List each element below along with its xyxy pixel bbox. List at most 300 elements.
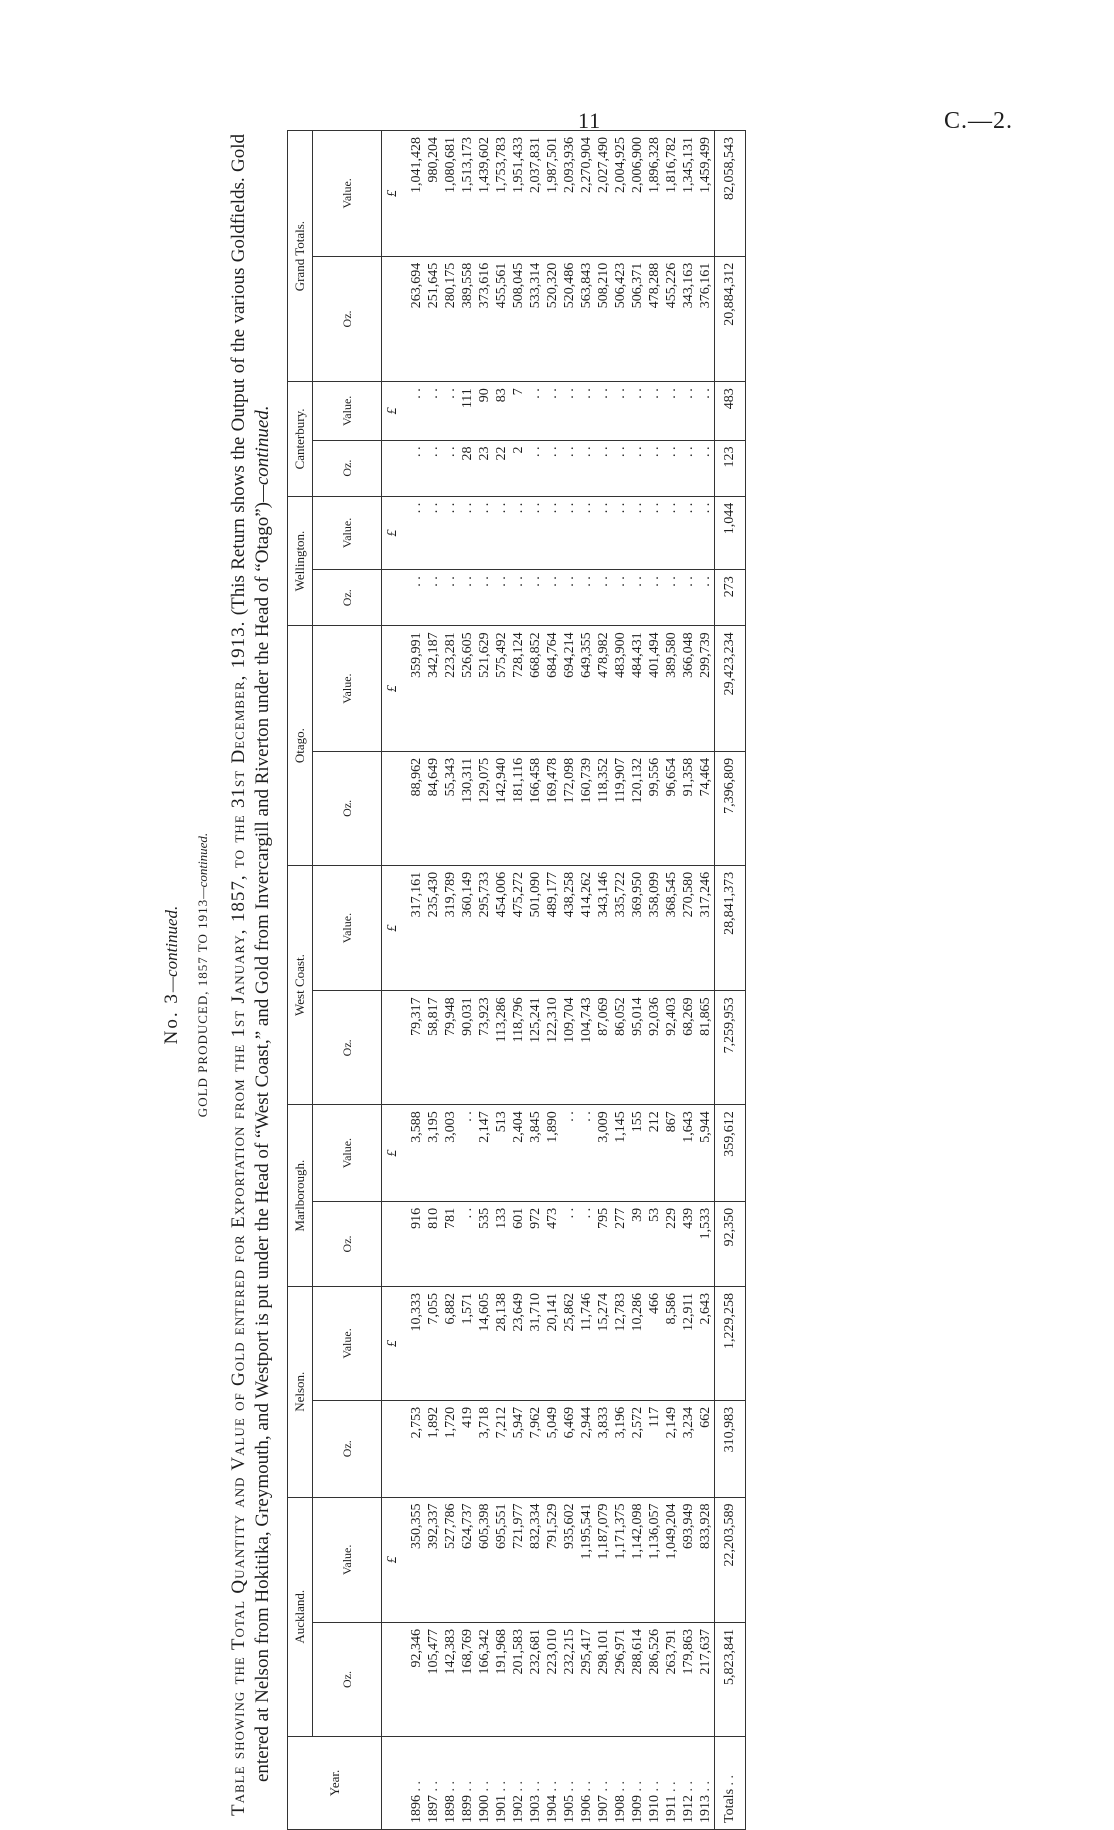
table-subheading — [195, 120, 211, 1830]
value-cell: 15,274 — [595, 1286, 612, 1400]
oz-cell: 92,346 — [404, 1623, 425, 1737]
leader-dots: . . — [442, 1781, 458, 1792]
oz-cell: 7,962 — [527, 1400, 544, 1497]
leader-dots: . . — [663, 1781, 679, 1793]
year-label: 1899 — [459, 1795, 475, 1823]
oz-cell: 92,036 — [646, 991, 663, 1105]
value-cell: 1,753,783 — [493, 131, 510, 257]
table-heading — [161, 120, 183, 1830]
oz-cell: . . — [663, 570, 680, 626]
oz-cell: . . — [527, 570, 544, 626]
pound-spacer — [382, 256, 405, 382]
value-cell: 1,890 — [544, 1105, 561, 1202]
value-cell: . . — [544, 382, 561, 440]
value-cell: 721,977 — [510, 1497, 527, 1623]
value-cell: 392,337 — [425, 1497, 442, 1623]
value-cell: 366,048 — [680, 626, 697, 752]
oz-cell: . . — [629, 440, 646, 496]
year-label: 1910 — [646, 1795, 662, 1823]
oz-cell: 104,743 — [578, 991, 595, 1105]
value-cell: 489,177 — [544, 865, 561, 991]
year-header: Year. — [288, 1737, 382, 1830]
year-label: 1901 — [493, 1795, 509, 1823]
oz-cell: 508,045 — [510, 256, 527, 382]
value-cell: 832,334 — [527, 1497, 544, 1623]
oz-cell: . . — [680, 440, 697, 496]
oz-cell: 95,014 — [629, 991, 646, 1105]
oz-cell: 455,561 — [493, 256, 510, 382]
value-cell: 693,949 — [680, 1497, 697, 1623]
oz-cell: 90,031 — [459, 991, 476, 1105]
year-cell — [459, 1737, 476, 1830]
value-header: Value. — [313, 626, 382, 752]
value-cell: . . — [680, 382, 697, 440]
oz-cell: 298,101 — [595, 1623, 612, 1737]
oz-cell: 109,704 — [561, 991, 578, 1105]
value-cell: 317,161 — [404, 865, 425, 991]
oz-cell: . . — [578, 570, 595, 626]
value-cell: 369,950 — [629, 865, 646, 991]
value-header: Value. — [313, 1105, 382, 1202]
value-cell: 3,588 — [404, 1105, 425, 1202]
oz-cell: 88,962 — [404, 751, 425, 865]
year-cell — [425, 1737, 442, 1830]
oz-cell: . . — [612, 570, 629, 626]
value-cell: 11,746 — [578, 1286, 595, 1400]
oz-cell: 2,753 — [404, 1400, 425, 1497]
oz-cell: 123 — [715, 440, 746, 496]
oz-cell: 520,320 — [544, 256, 561, 382]
value-cell: 360,149 — [459, 865, 476, 991]
value-cell: 1,195,541 — [578, 1497, 595, 1623]
pound-spacer — [382, 751, 405, 865]
year-label: 1905 — [561, 1795, 577, 1823]
value-cell: 359,612 — [715, 1105, 746, 1202]
value-cell: 111 — [459, 382, 476, 440]
year-label: 1900 — [476, 1795, 492, 1823]
oz-cell: . . — [697, 440, 715, 496]
value-cell: 2,147 — [476, 1105, 493, 1202]
oz-cell: . . — [404, 570, 425, 626]
caption-suffix: —continued. — [252, 405, 273, 503]
oz-cell: 810 — [425, 1201, 442, 1286]
oz-cell: 520,486 — [561, 256, 578, 382]
year-cell — [680, 1737, 697, 1830]
value-cell: . . — [459, 496, 476, 570]
year-cell — [663, 1737, 680, 1830]
value-cell: . . — [595, 496, 612, 570]
value-cell: . . — [404, 382, 425, 440]
leader-dots: . . — [527, 1781, 543, 1792]
oz-cell: 122,310 — [544, 991, 561, 1105]
oz-cell: 81,865 — [697, 991, 715, 1105]
value-cell: 12,911 — [680, 1286, 697, 1400]
oz-cell: 179,863 — [680, 1623, 697, 1737]
value-cell: 155 — [629, 1105, 646, 1202]
value-cell: 2,027,490 — [595, 131, 612, 257]
oz-header: Oz. — [313, 1201, 382, 1286]
value-cell: 935,602 — [561, 1497, 578, 1623]
table-row — [476, 131, 493, 1830]
leader-dots: . . — [646, 1781, 662, 1792]
oz-cell: 23 — [476, 440, 493, 496]
oz-cell: 229 — [663, 1201, 680, 1286]
value-cell: 478,982 — [595, 626, 612, 752]
value-cell: 2,037,831 — [527, 131, 544, 257]
year-label: 1896 — [408, 1795, 424, 1823]
value-cell: 575,492 — [493, 626, 510, 752]
value-cell: 10,333 — [404, 1286, 425, 1400]
pound-symbol: £ — [382, 496, 405, 570]
value-cell: . . — [404, 496, 425, 570]
leader-dots: . . — [561, 1781, 577, 1792]
value-cell: 29,423,234 — [715, 626, 746, 752]
oz-cell: . . — [561, 1201, 578, 1286]
table-row — [680, 131, 697, 1830]
value-cell: 1,513,173 — [459, 131, 476, 257]
value-cell: 1,136,057 — [646, 1497, 663, 1623]
value-cell: 3,845 — [527, 1105, 544, 1202]
leader-dots: . . — [510, 1781, 526, 1792]
oz-cell: . . — [561, 570, 578, 626]
oz-cell: 439 — [680, 1201, 697, 1286]
oz-cell: 201,583 — [510, 1623, 527, 1737]
year-cell — [510, 1737, 527, 1830]
subheader-row — [313, 131, 382, 1830]
value-cell: . . — [578, 496, 595, 570]
value-cell: . . — [442, 382, 459, 440]
table-row — [404, 131, 425, 1830]
oz-header: Oz. — [313, 751, 382, 865]
value-cell: 728,124 — [510, 626, 527, 752]
value-cell: 1,049,204 — [663, 1497, 680, 1623]
value-header: Value. — [313, 1497, 382, 1623]
value-header: Value. — [313, 496, 382, 570]
value-cell: 1,896,328 — [646, 131, 663, 257]
value-cell: 1,229,258 — [715, 1286, 746, 1400]
oz-cell: . . — [697, 570, 715, 626]
col-grand-totals: Grand Totals. — [288, 131, 313, 382]
table-row — [425, 131, 442, 1830]
oz-cell: . . — [646, 570, 663, 626]
oz-cell: 295,417 — [578, 1623, 595, 1737]
leader-dots: . . — [629, 1781, 645, 1792]
oz-cell: . . — [459, 570, 476, 626]
year-label: 1897 — [425, 1795, 441, 1823]
year-label: 1911 — [663, 1795, 679, 1823]
year-cell — [561, 1737, 578, 1830]
pound-symbol: £ — [382, 131, 405, 257]
value-cell: . . — [646, 382, 663, 440]
oz-cell: 376,161 — [697, 256, 715, 382]
gold-table — [287, 130, 746, 1830]
value-cell: 668,852 — [527, 626, 544, 752]
oz-cell: 3,833 — [595, 1400, 612, 1497]
oz-cell: 3,196 — [612, 1400, 629, 1497]
year-label: 1913 — [697, 1795, 713, 1823]
value-cell: 82,058,543 — [715, 131, 746, 257]
value-cell: 1,643 — [680, 1105, 697, 1202]
oz-cell: . . — [646, 440, 663, 496]
value-cell: . . — [425, 382, 442, 440]
value-cell: 454,006 — [493, 865, 510, 991]
table-row — [612, 131, 629, 1830]
value-cell: 270,580 — [680, 865, 697, 991]
oz-cell: 223,010 — [544, 1623, 561, 1737]
value-cell: 223,281 — [442, 626, 459, 752]
leader-dots: . . — [612, 1781, 628, 1792]
leader-dots: . . — [408, 1781, 424, 1792]
value-cell: 28,138 — [493, 1286, 510, 1400]
oz-cell: 91,358 — [680, 751, 697, 865]
header-row — [288, 131, 313, 1830]
value-cell: . . — [442, 496, 459, 570]
value-cell: 466 — [646, 1286, 663, 1400]
year-cell — [544, 1737, 561, 1830]
value-cell: 12,783 — [612, 1286, 629, 1400]
value-cell: . . — [476, 496, 493, 570]
value-cell: 833,928 — [697, 1497, 715, 1623]
year-cell — [697, 1737, 715, 1830]
year-cell — [595, 1737, 612, 1830]
pound-symbol: £ — [382, 626, 405, 752]
oz-cell: 1,892 — [425, 1400, 442, 1497]
value-cell: 28,841,373 — [715, 865, 746, 991]
value-header: Value. — [313, 131, 382, 257]
year-cell — [629, 1737, 646, 1830]
value-cell: 3,009 — [595, 1105, 612, 1202]
year-label: 1912 — [680, 1795, 696, 1823]
oz-cell: 343,163 — [680, 256, 697, 382]
value-cell: 8,586 — [663, 1286, 680, 1400]
value-cell: 624,737 — [459, 1497, 476, 1623]
value-cell: 358,099 — [646, 865, 663, 991]
value-cell: 2,404 — [510, 1105, 527, 1202]
pound-symbol: £ — [382, 1105, 405, 1202]
oz-cell: 92,350 — [715, 1201, 746, 1286]
pound-symbol-row — [382, 131, 405, 1830]
value-cell: . . — [612, 382, 629, 440]
leader-dots: . . — [425, 1781, 441, 1792]
pound-symbol: £ — [382, 1497, 405, 1623]
oz-cell: 130,311 — [459, 751, 476, 865]
oz-cell: 3,234 — [680, 1400, 697, 1497]
oz-cell: . . — [425, 440, 442, 496]
pound-spacer — [382, 991, 405, 1105]
year-label: 1909 — [629, 1795, 645, 1823]
oz-cell: 3,718 — [476, 1400, 493, 1497]
oz-cell: 169,478 — [544, 751, 561, 865]
value-cell: 694,214 — [561, 626, 578, 752]
value-cell: 6,882 — [442, 1286, 459, 1400]
year-cell — [715, 1737, 746, 1830]
year-cell — [493, 1737, 510, 1830]
value-cell: . . — [561, 382, 578, 440]
pound-symbol: £ — [382, 382, 405, 440]
oz-cell: . . — [561, 440, 578, 496]
value-cell: 299,739 — [697, 626, 715, 752]
oz-cell: 166,458 — [527, 751, 544, 865]
value-cell: . . — [561, 496, 578, 570]
oz-cell: 105,477 — [425, 1623, 442, 1737]
value-cell: . . — [680, 496, 697, 570]
oz-cell: 191,968 — [493, 1623, 510, 1737]
leader-dots: . . — [697, 1781, 713, 1792]
caption-lead: Table showing the Total Quantity and Value of Gold entered for Exportation from the 1st January, 1857, to the 31st December, 1913. — [228, 620, 249, 1816]
value-cell: 343,146 — [595, 865, 612, 991]
table-row — [697, 131, 715, 1830]
oz-cell: 39 — [629, 1201, 646, 1286]
pound-symbol: £ — [382, 1286, 405, 1400]
document-code: C.—2. — [944, 108, 1014, 134]
value-cell: 1,345,131 — [680, 131, 697, 257]
oz-cell: 1,720 — [442, 1400, 459, 1497]
value-cell: 295,733 — [476, 865, 493, 991]
oz-cell: 795 — [595, 1201, 612, 1286]
leader-dots: . . — [595, 1781, 611, 1792]
oz-cell: . . — [425, 570, 442, 626]
leader-dots: . . — [680, 1781, 696, 1792]
oz-cell: 2 — [510, 440, 527, 496]
value-cell: 649,355 — [578, 626, 595, 752]
subheading-suffix: —continued. — [195, 832, 210, 899]
year-cell — [578, 1737, 595, 1830]
oz-cell: 166,342 — [476, 1623, 493, 1737]
year-label: 1906 — [578, 1795, 594, 1823]
oz-cell: . . — [663, 440, 680, 496]
table-row — [663, 131, 680, 1830]
oz-cell: 419 — [459, 1400, 476, 1497]
value-cell: 521,629 — [476, 626, 493, 752]
value-cell: 1,439,602 — [476, 131, 493, 257]
oz-cell: 263,791 — [663, 1623, 680, 1737]
oz-cell: 92,403 — [663, 991, 680, 1105]
year-label: 1907 — [595, 1795, 611, 1823]
heading-suffix: —continued. — [162, 905, 181, 993]
table-row — [544, 131, 561, 1830]
value-cell: 501,090 — [527, 865, 544, 991]
value-cell: . . — [629, 496, 646, 570]
value-cell: . . — [663, 496, 680, 570]
table-row — [459, 131, 476, 1830]
table-row — [442, 131, 459, 1830]
col-auckland: Auckland. — [288, 1497, 313, 1736]
year-label: 1902 — [510, 1795, 526, 1823]
oz-cell: 286,526 — [646, 1623, 663, 1737]
col-marlborough: Marlborough. — [288, 1105, 313, 1287]
oz-cell: . . — [442, 440, 459, 496]
value-cell: . . — [595, 382, 612, 440]
oz-cell: . . — [442, 570, 459, 626]
value-cell: 2,004,925 — [612, 131, 629, 257]
value-cell: . . — [459, 1105, 476, 1202]
leader-dots: . . — [544, 1781, 560, 1792]
oz-header: Oz. — [313, 440, 382, 496]
oz-cell: 58,817 — [425, 991, 442, 1105]
oz-cell: 232,681 — [527, 1623, 544, 1737]
value-cell: 23,649 — [510, 1286, 527, 1400]
oz-cell: . . — [459, 1201, 476, 1286]
oz-cell: 96,654 — [663, 751, 680, 865]
value-cell: . . — [663, 382, 680, 440]
value-cell: 5,944 — [697, 1105, 715, 1202]
value-cell: . . — [578, 382, 595, 440]
year-cell — [476, 1737, 493, 1830]
value-cell: 25,862 — [561, 1286, 578, 1400]
pound-spacer — [382, 1623, 405, 1737]
value-cell: 235,430 — [425, 865, 442, 991]
value-cell: 414,262 — [578, 865, 595, 991]
value-cell: . . — [578, 1105, 595, 1202]
oz-cell: 73,923 — [476, 991, 493, 1105]
oz-cell: . . — [612, 440, 629, 496]
oz-cell: 217,637 — [697, 1623, 715, 1737]
oz-cell: . . — [527, 440, 544, 496]
oz-header: Oz. — [313, 256, 382, 382]
oz-cell: 310,983 — [715, 1400, 746, 1497]
oz-cell: 232,215 — [561, 1623, 578, 1737]
value-cell: 483,900 — [612, 626, 629, 752]
oz-cell: 142,383 — [442, 1623, 459, 1737]
oz-cell: 389,558 — [459, 256, 476, 382]
col-otago: Otago. — [288, 626, 313, 865]
oz-cell: 133 — [493, 1201, 510, 1286]
oz-cell: 28 — [459, 440, 476, 496]
value-cell: 2,093,936 — [561, 131, 578, 257]
value-cell: . . — [510, 496, 527, 570]
totals-row — [715, 131, 746, 1830]
oz-cell: 273 — [715, 570, 746, 626]
col-canterbury: Canterbury. — [288, 382, 313, 497]
oz-cell: 160,739 — [578, 751, 595, 865]
value-cell: 31,710 — [527, 1286, 544, 1400]
value-cell: . . — [697, 382, 715, 440]
value-cell: . . — [527, 382, 544, 440]
oz-cell: 5,049 — [544, 1400, 561, 1497]
oz-cell: 601 — [510, 1201, 527, 1286]
value-cell: 389,580 — [663, 626, 680, 752]
oz-cell: 20,884,312 — [715, 256, 746, 382]
value-cell: 527,786 — [442, 1497, 459, 1623]
value-cell: 3,003 — [442, 1105, 459, 1202]
oz-cell: 296,971 — [612, 1623, 629, 1737]
oz-cell: 5,823,841 — [715, 1623, 746, 1737]
value-header: Value. — [313, 865, 382, 991]
oz-cell: 87,069 — [595, 991, 612, 1105]
oz-cell: . . — [544, 440, 561, 496]
table-row — [595, 131, 612, 1830]
oz-cell: 74,464 — [697, 751, 715, 865]
oz-cell: 916 — [404, 1201, 425, 1286]
value-cell: 1,145 — [612, 1105, 629, 1202]
oz-cell: 84,649 — [425, 751, 442, 865]
value-header: Value. — [313, 382, 382, 440]
oz-cell: . . — [680, 570, 697, 626]
value-cell: 1,571 — [459, 1286, 476, 1400]
oz-cell: 277 — [612, 1201, 629, 1286]
value-cell: . . — [697, 496, 715, 570]
oz-cell: 508,210 — [595, 256, 612, 382]
value-header: Value. — [313, 1286, 382, 1400]
value-cell: 1,459,499 — [697, 131, 715, 257]
value-cell: 368,545 — [663, 865, 680, 991]
oz-cell: 6,469 — [561, 1400, 578, 1497]
value-cell: 10,286 — [629, 1286, 646, 1400]
oz-cell: 68,269 — [680, 991, 697, 1105]
oz-cell: 113,286 — [493, 991, 510, 1105]
value-cell: 319,789 — [442, 865, 459, 991]
value-cell: 1,951,433 — [510, 131, 527, 257]
